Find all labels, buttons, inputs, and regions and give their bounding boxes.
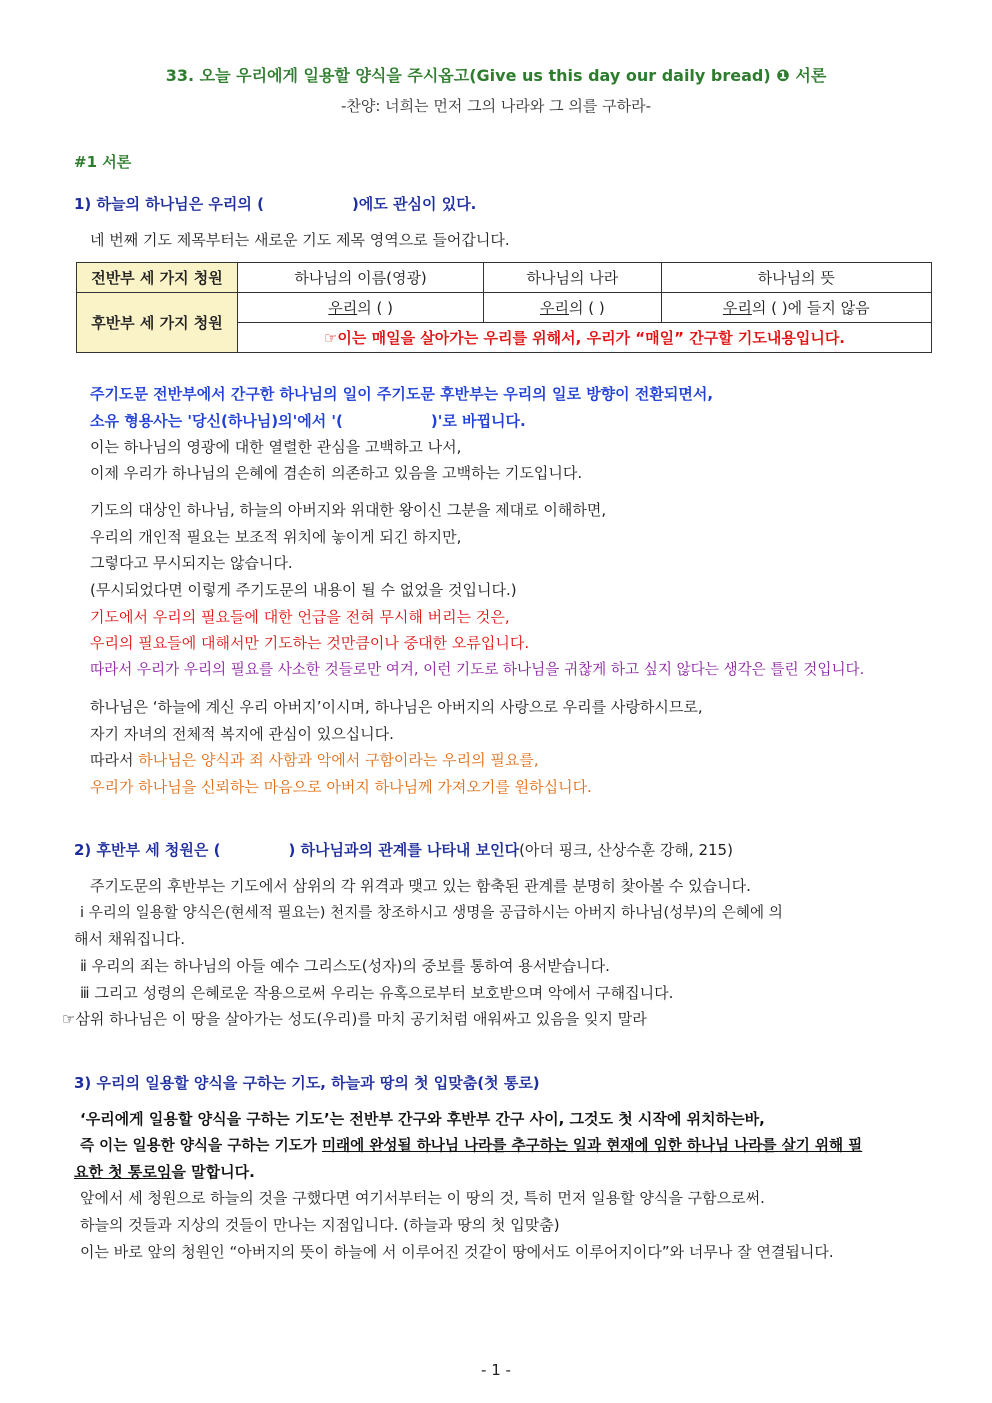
p1-line4: 이제 우리가 하나님의 은혜에 겸손히 의존하고 있음을 고백하는 기도입니다.: [90, 464, 583, 482]
s3-heading: 3) 우리의 일용할 양식을 구하는 기도, 하늘과 땅의 첫 입맞춤(첫 통로): [74, 1074, 540, 1092]
table-cell: 하나님의 이름(영광): [238, 263, 484, 293]
petitions-table: [76, 262, 932, 353]
s2-line4: ⅱ 우리의 죄는 하나님의 아들 예수 그리스도(성자)의 중보를 통하여 용서받습니다.: [80, 957, 610, 975]
table-cell: [238, 293, 484, 323]
p3-line3-part-a: 따라서: [90, 751, 139, 769]
table-row: [77, 293, 932, 323]
s2-citation: (아더 핑크, 산상수훈 강해, 215): [519, 841, 733, 859]
p3-line3-part-b: 하나님은 양식과 죄 사함과 악에서 구함이라는 우리의 필요를,: [138, 751, 539, 769]
p2-line4: (무시되었다면 이렇게 주기도문의 내용이 될 수 없었을 것입니다.): [90, 581, 517, 599]
section-heading: #1 서론: [74, 153, 132, 171]
s2-line2: ⅰ 우리의 일용할 양식은(현세적 필요는) 천지를 창조하시고 생명을 공급하시는 아버지 하나님(성부)의 은혜에 의: [80, 904, 783, 921]
p1-blue-line2: [90, 411, 526, 431]
table-note: ☞이는 매일을 살아가는 우리를 위해서, 우리가 “매일” 간구할 기도내용입니다.: [238, 323, 932, 353]
s2-line1: 주기도문의 후반부는 기도에서 삼위의 각 위격과 맺고 있는 함축된 관계를 분명히 찾아볼 수 있습니다.: [90, 877, 751, 895]
p3-line2: 자기 자녀의 전체적 복지에 관심이 있으십니다.: [90, 725, 394, 743]
s2-line6: ☞삼위 하나님은 이 땅을 살아가는 성도(우리)를 마치 공기처럼 애워싸고 있음을 잊지 말라: [62, 1010, 647, 1028]
p2-red-line2: 우리의 필요들에 대해서만 기도하는 것만큼이나 중대한 오류입니다.: [90, 634, 530, 652]
p2-line2: 우리의 개인적 필요는 보조적 위치에 놓이게 되긴 하지만,: [90, 528, 462, 546]
s1-heading: [74, 194, 476, 214]
s2-heading-part-a: 2) 후반부 세 청원은 (: [74, 841, 221, 859]
p3-line3: [90, 750, 539, 770]
our-word: 우리: [540, 299, 569, 317]
p3-line4: 우리가 하나님을 신뢰하는 마음으로 아버지 하나님께 가져오기를 원하십니다.: [90, 778, 592, 796]
s3-bold-line3: [74, 1162, 255, 1182]
p2-line1: 기도의 대상인 하나님, 하늘의 아버지와 위대한 왕이신 그분을 제대로 이해하면,: [90, 501, 607, 519]
s3-bold-line3-rest: 을 말합니다.: [171, 1163, 255, 1181]
s3-bold-line2: [80, 1136, 862, 1156]
p3-line1: 하나님은 ‘하늘에 계신 우리 아버지’이시며, 하나님은 아버지의 사랑으로 우리를 사랑하시므로,: [90, 698, 703, 716]
s3-bold-line2-part-a: 즉 이는 일용한 양식을 구하는 기도가: [80, 1137, 322, 1154]
s3-bold-line2-underlined: 미래에 완성될 하나님 나라를 추구하는 일과 현재에 임한 하나님 나라를 살기 위해 필: [321, 1137, 863, 1154]
page-number: - 1 -: [481, 1361, 511, 1379]
blank-cell-text: 의 ( )에 들지 않음: [751, 299, 870, 317]
p2-line3: 그렇다고 무시되지는 않습니다.: [90, 554, 293, 572]
s3-bold-line3-underlined: 요한 첫 통로임: [74, 1163, 172, 1181]
row2-header: 후반부 세 가지 청원: [77, 293, 238, 353]
blank-cell-text: 의 ( ): [357, 299, 393, 317]
s3-bold-line1: ‘우리에게 일용할 양식을 구하는 기도’는 전반부 간구와 후반부 간구 사이, 그것도 첫 시작에 위치하는바,: [80, 1110, 765, 1128]
s1-heading-part-a: 1) 하늘의 하나님은 우리의 (: [74, 195, 264, 213]
our-word: 우리: [328, 299, 358, 317]
table-cell: [661, 293, 931, 323]
s2-heading-part-b: ) 하나님과의 관계를 나타내 보인다: [288, 841, 520, 859]
table-cell: 하나님의 뜻: [661, 263, 931, 293]
row1-header: 전반부 세 가지 청원: [77, 263, 238, 293]
p1-blue-line1: 주기도문 전반부에서 간구한 하나님의 일이 주기도문 후반부는 우리의 일로 방향이 전환되면서,: [90, 385, 714, 403]
s2-heading: [74, 840, 733, 860]
table-cell: 하나님의 나라: [484, 263, 661, 293]
p2-red-line1: 기도에서 우리의 필요들에 대한 언급을 전혀 무시해 버리는 것은,: [90, 608, 510, 626]
blank-cell-text: 의 ( ): [568, 299, 605, 317]
our-word: 우리: [722, 299, 752, 317]
p1-line3: 이는 하나님의 영광에 대한 열렬한 관심을 고백하고 나서,: [90, 438, 462, 456]
p2-purple-line: 따라서 우리가 우리의 필요를 사소한 것들로만 여겨, 이런 기도로 하나님을 귀찮게 하고 싶지 않다는 생각은 틀린 것입니다.: [90, 661, 865, 678]
s3-line6: 이는 바로 앞의 청원인 “아버지의 뜻이 하늘에 서 이루어진 것같이 땅에서도 이루어지이다”와 너무나 잘 연결됩니다.: [80, 1243, 834, 1261]
s2-line3: 해서 채워집니다.: [74, 930, 185, 948]
table-cell: [484, 293, 661, 323]
p1-blue-part-a: 소유 형용사는 '당신(하나님)의'에서 '(: [90, 412, 343, 430]
table-row: [77, 263, 932, 293]
page-title: 33. 오늘 우리에게 일용할 양식을 주시옵고(Give us this day our daily bread) ❶ 서론: [165, 66, 827, 85]
s1-heading-part-b: )에도 관심이 있다.: [351, 195, 477, 213]
p1-blue-part-b: )'로 바뀝니다.: [430, 412, 526, 430]
s3-line4: 앞에서 세 청원으로 하늘의 것을 구했다면 여기서부터는 이 땅의 것, 특히 먼저 일용할 양식을 구함으로써.: [80, 1189, 765, 1207]
s2-line5: ⅲ 그리고 성령의 은혜로운 작용으로써 우리는 유혹으로부터 보호받으며 악에서 구해집니다.: [80, 984, 674, 1002]
s1-intro: 네 번째 기도 제목부터는 새로운 기도 제목 영역으로 들어갑니다.: [90, 231, 510, 249]
page-subtitle: -찬양: 너희는 먼저 그의 나라와 그 의를 구하라-: [340, 97, 652, 115]
s3-line5: 하늘의 것들과 지상의 것들이 만나는 지점입니다. (하늘과 땅의 첫 입맞춤): [80, 1216, 560, 1234]
